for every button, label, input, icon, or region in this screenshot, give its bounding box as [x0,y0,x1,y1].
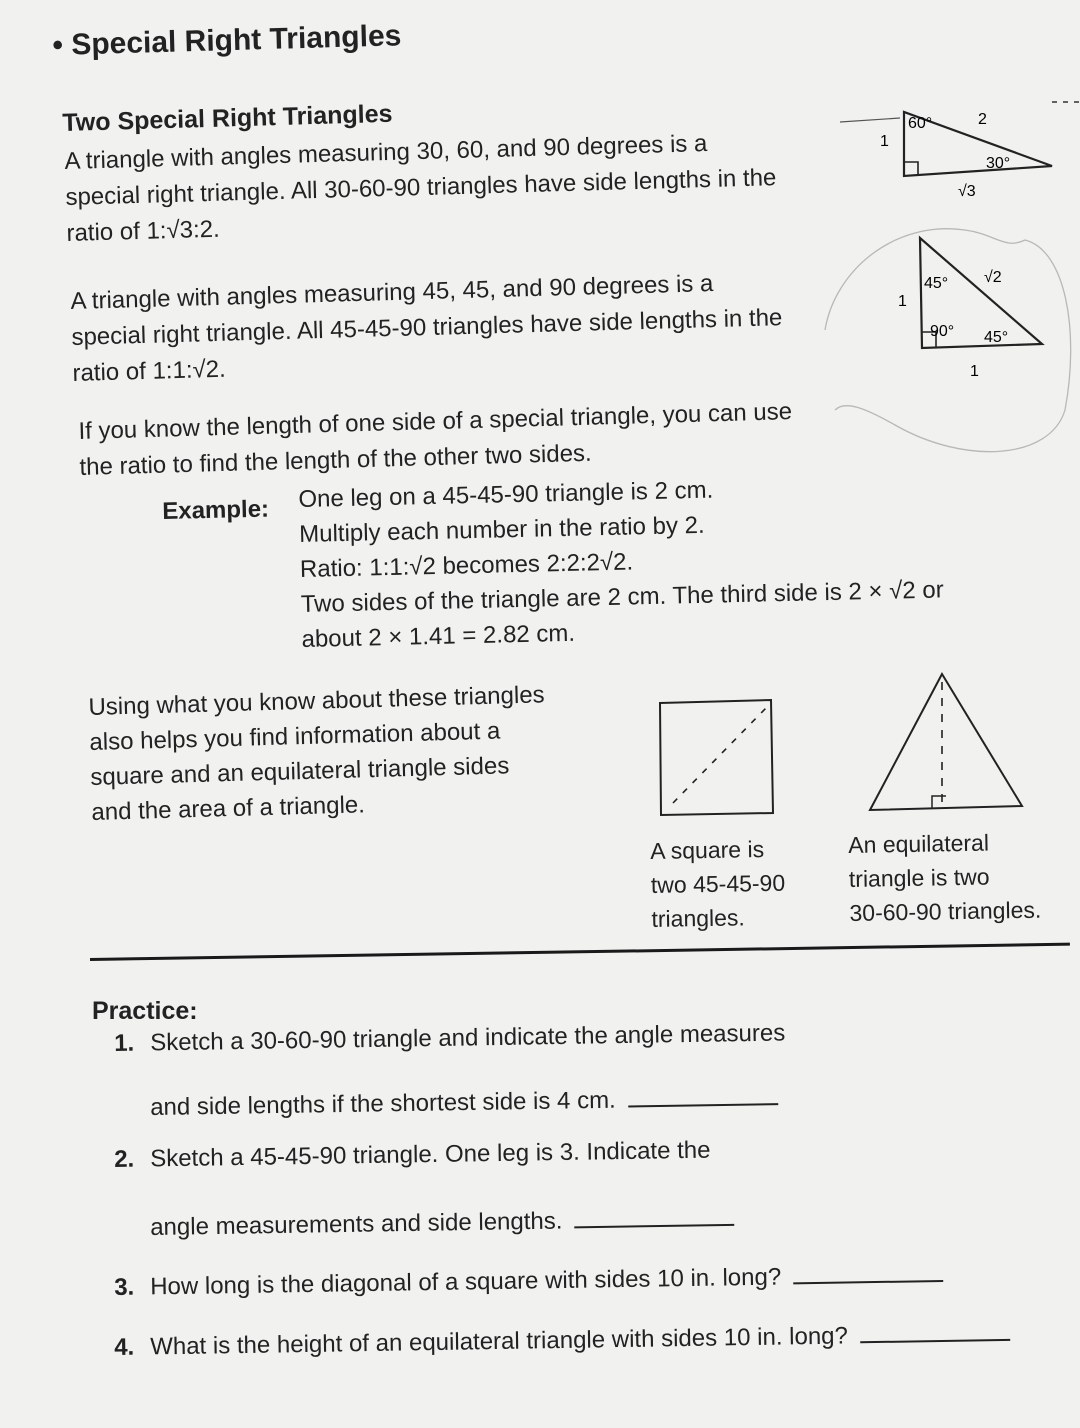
side-label: 1 [970,363,979,380]
question-1 [114,1019,785,1058]
subheading: Two Special Right Triangles [62,99,393,137]
diagonal-dashed [673,707,767,803]
caption-line: An equilateral [848,829,990,858]
question-text: and side lengths if the shortest side is 4 cm. [150,1086,616,1121]
section-divider [90,943,1070,961]
answer-blank[interactable] [860,1321,1010,1343]
side-label: 1 [880,133,889,150]
equilateral-caption [848,825,1042,930]
paragraph-line: square and an equilateral triangle sides [90,752,510,791]
side-label: √2 [984,269,1002,286]
example-line: Ratio: 1:1:√2 becomes 2:2:2√2. [299,548,634,583]
section-title: • Special Right Triangles [52,19,402,62]
question-number: 2. [114,1145,135,1173]
question-1-continued [150,1084,778,1123]
question-number: 3. [114,1273,135,1301]
square-caption [650,832,786,936]
practice-label: Practice: [92,997,198,1025]
question-2-continued [150,1205,735,1243]
answer-blank[interactable] [628,1085,778,1107]
square-shape [660,700,773,815]
question-text: Sketch a 30-60-90 triangle and indicate the angle measures [149,1019,786,1057]
question-3 [114,1261,943,1303]
paragraph-45-45-90 [70,264,784,392]
caption-line: two 45-45-90 [650,869,786,898]
caption-line: triangle is two [848,863,990,892]
example-label: Example: [162,495,270,525]
paragraph-line: ratio of 1:√3:2. [66,215,221,247]
angle-label: 45° [984,329,1009,346]
paragraph-line: If you know the length of one side of a special triangle, you can use [78,398,793,445]
triangle-30-60-90-diagram [840,90,1080,210]
example-line: Multiply each number in the ratio by 2. [298,511,705,548]
paragraph-line: Using what you know about these triangles [88,681,545,721]
paragraph-line: A triangle with angles measuring 30, 60, and 90 degrees is a [64,130,708,175]
side-label: 1 [898,293,907,310]
question-4 [114,1320,1010,1363]
angle-label: 90° [930,323,955,340]
triangle-shape [870,674,1022,810]
paragraph-30-60-90 [64,124,778,252]
underline-stroke [840,118,900,124]
equilateral-triangle-diagram [862,668,1032,816]
paragraph-applications [88,677,548,830]
question-number: 1. [114,1029,135,1057]
paragraph-line: also helps you find information about a [89,717,501,756]
angle-label: 60° [908,115,933,132]
caption-line: A square is [650,836,765,864]
paragraph-line: special right triangle. All 30-60-90 triangles have side lengths in the [65,164,777,211]
right-angle-mark [904,162,918,176]
side-label: √3 [958,183,976,200]
answer-blank[interactable] [574,1206,734,1229]
paragraph-line: the ratio to find the length of the other two sides. [79,439,592,481]
question-text: angle measurements and side lengths. [150,1207,563,1241]
square-diagram [655,695,780,820]
angle-label: 30° [986,155,1011,172]
right-angle-mark [932,796,946,808]
example-line: about 2 × 1.41 = 2.82 cm. [301,619,576,653]
question-text: How long is the diagonal of a square with sides 10 in. long? [149,1263,782,1301]
example-line: One leg on a 45-45-90 triangle is 2 cm. [298,476,714,513]
example-line: Two sides of the triangle are 2 cm. The third side is 2 × √2 or [300,576,944,618]
paragraph-line: special right triangle. All 45-45-90 triangles have side lengths in the [71,304,783,351]
caption-line: 30-60-90 triangles. [849,896,1042,926]
question-text: Sketch a 45-45-90 triangle. One leg is 3. Indicate the [149,1136,711,1173]
question-number: 4. [114,1333,135,1361]
triangle-45-45-90-diagram [890,222,1060,382]
paragraph-line: ratio of 1:1:√2. [72,355,227,387]
question-2 [114,1137,711,1175]
angle-label: 45° [924,275,949,292]
caption-line: triangles. [651,904,746,932]
side-label: 2 [978,111,987,128]
paragraph-line: and the area of a triangle. [91,791,366,826]
paragraph-line: A triangle with angles measuring 45, 45, and 90 degrees is a [70,270,714,315]
answer-blank[interactable] [793,1262,943,1284]
example-body [298,467,945,657]
question-text: What is the height of an equilateral triangle with sides 10 in. long? [149,1322,849,1361]
